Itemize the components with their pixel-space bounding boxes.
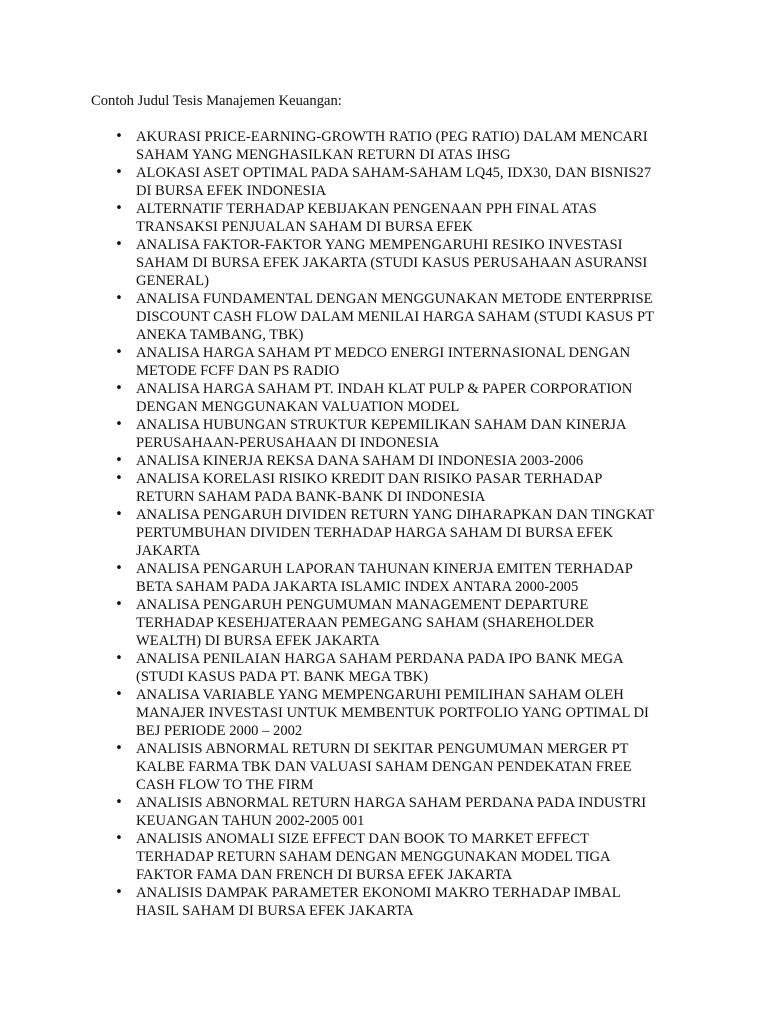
list-item bbox=[0, 128, 768, 164]
list-item bbox=[0, 596, 768, 650]
bullet-icon: • bbox=[115, 291, 123, 306]
list-item-text-line: KEUANGAN TAHUN 2002-2005 001 bbox=[136, 813, 365, 829]
list-item bbox=[0, 650, 768, 686]
bullet-icon: • bbox=[115, 417, 123, 432]
list-item bbox=[0, 164, 768, 200]
list-item-text-line: ANALISA FUNDAMENTAL DENGAN MENGGUNAKAN METODE ENTERPRISE bbox=[136, 291, 653, 307]
list-item bbox=[0, 794, 768, 830]
thesis-title-list bbox=[0, 128, 768, 920]
list-item-text-line: (STUDI KASUS PADA PT. BANK MEGA TBK) bbox=[136, 669, 429, 685]
list-item bbox=[0, 740, 768, 794]
bullet-icon: • bbox=[115, 237, 123, 252]
list-item-text-line: ANALISA FAKTOR-FAKTOR YANG MEMPENGARUHI RESIKO INVESTASI bbox=[136, 237, 623, 253]
bullet-icon: • bbox=[115, 885, 123, 900]
bullet-icon: • bbox=[115, 561, 123, 576]
list-item bbox=[0, 416, 768, 452]
list-item-text-line: CASH FLOW TO THE FIRM bbox=[136, 777, 314, 793]
list-item-text-line: ANALISA VARIABLE YANG MEMPENGARUHI PEMILIHAN SAHAM OLEH bbox=[136, 687, 624, 703]
list-item-text-line: ANALISA PENGARUH LAPORAN TAHUNAN KINERJA EMITEN TERHADAP bbox=[136, 561, 633, 577]
list-item-text-line: DENGAN MENGGUNAKAN VALUATION MODEL bbox=[136, 399, 460, 415]
bullet-icon: • bbox=[115, 453, 123, 468]
list-item bbox=[0, 236, 768, 290]
list-item-text-line: ALTERNATIF TERHADAP KEBIJAKAN PENGENAAN PPH FINAL ATAS bbox=[136, 201, 597, 217]
list-item-text-line: ANALISA HARGA SAHAM PT MEDCO ENERGI INTERNASIONAL DENGAN bbox=[136, 345, 631, 361]
bullet-icon: • bbox=[115, 795, 123, 810]
list-item-text-line: ANALISA KORELASI RISIKO KREDIT DAN RISIKO PASAR TERHADAP bbox=[136, 471, 603, 487]
bullet-icon: • bbox=[115, 165, 123, 180]
bullet-icon: • bbox=[115, 597, 123, 612]
bullet-icon: • bbox=[115, 381, 123, 396]
list-item-text-line: SAHAM YANG MENGHASILKAN RETURN DI ATAS IHSG bbox=[136, 147, 511, 163]
list-item-text-line: BETA SAHAM PADA JAKARTA ISLAMIC INDEX ANTARA 2000-2005 bbox=[136, 579, 579, 595]
list-item-text-line: DISCOUNT CASH FLOW DALAM MENILAI HARGA SAHAM (STUDI KASUS PT bbox=[136, 309, 654, 325]
list-item-text-line: ANALISA HARGA SAHAM PT. INDAH KLAT PULP & PAPER CORPORATION bbox=[136, 381, 633, 397]
list-item bbox=[0, 452, 768, 470]
bullet-icon: • bbox=[115, 345, 123, 360]
list-item-text-line: MANAJER INVESTASI UNTUK MEMBENTUK PORTFOLIO YANG OPTIMAL DI bbox=[136, 705, 649, 721]
list-item-text-line: FAKTOR FAMA DAN FRENCH DI BURSA EFEK JAKARTA bbox=[136, 867, 513, 883]
list-item-text-line: HASIL SAHAM DI BURSA EFEK JAKARTA bbox=[136, 903, 414, 919]
list-item-text-line: KALBE FARMA TBK DAN VALUASI SAHAM DENGAN PENDEKATAN FREE bbox=[136, 759, 632, 775]
list-item bbox=[0, 884, 768, 920]
list-item-text-line: ANALISA HUBUNGAN STRUKTUR KEPEMILIKAN SAHAM DAN KINERJA bbox=[136, 417, 627, 433]
bullet-icon: • bbox=[115, 687, 123, 702]
list-item-text-line: ALOKASI ASET OPTIMAL PADA SAHAM-SAHAM LQ45, IDX30, DAN BISNIS27 bbox=[136, 165, 652, 181]
list-item-text-line: ANALISIS DAMPAK PARAMETER EKONOMI MAKRO TERHADAP IMBAL bbox=[136, 885, 621, 901]
bullet-icon: • bbox=[115, 651, 123, 666]
list-item bbox=[0, 200, 768, 236]
bullet-icon: • bbox=[115, 129, 123, 144]
list-item-text-line: JAKARTA bbox=[136, 543, 201, 559]
list-item-text-line: GENERAL) bbox=[136, 273, 209, 289]
bullet-icon: • bbox=[115, 831, 123, 846]
list-item bbox=[0, 830, 768, 884]
list-item bbox=[0, 344, 768, 380]
list-item-text-line: TERHADAP KESEHJATERAAN PEMEGANG SAHAM (SHAREHOLDER bbox=[136, 615, 595, 631]
list-item bbox=[0, 686, 768, 740]
list-item bbox=[0, 380, 768, 416]
list-item-text-line: BEJ PERIODE 2000 – 2002 bbox=[136, 723, 303, 739]
list-item-text-line: ANALISA PENGARUH DIVIDEN RETURN YANG DIHARAPKAN DAN TINGKAT bbox=[136, 507, 655, 523]
document-heading: Contoh Judul Tesis Manajemen Keuangan: bbox=[91, 93, 342, 109]
list-item-text-line: WEALTH) DI BURSA EFEK JAKARTA bbox=[136, 633, 380, 649]
list-item-text-line: SAHAM DI BURSA EFEK JAKARTA (STUDI KASUS PERUSAHAAN ASURANSI bbox=[136, 255, 648, 271]
list-item-text-line: ANALISA PENILAIAN HARGA SAHAM PERDANA PADA IPO BANK MEGA bbox=[136, 651, 624, 667]
list-item bbox=[0, 290, 768, 344]
list-item-text-line: ANALISIS ANOMALI SIZE EFFECT DAN BOOK TO MARKET EFFECT bbox=[136, 831, 589, 847]
list-item-text-line: ANALISIS ABNORMAL RETURN DI SEKITAR PENGUMUMAN MERGER PT bbox=[136, 741, 629, 757]
list-item-text-line: TERHADAP RETURN SAHAM DENGAN MENGGUNAKAN MODEL TIGA bbox=[136, 849, 611, 865]
list-item-text-line: ANALISIS ABNORMAL RETURN HARGA SAHAM PERDANA PADA INDUSTRI bbox=[136, 795, 647, 811]
list-item-text-line: TRANSAKSI PENJUALAN SAHAM DI BURSA EFEK bbox=[136, 219, 473, 235]
list-item-text-line: PERUSAHAAN-PERUSAHAAN DI INDONESIA bbox=[136, 435, 440, 451]
list-item bbox=[0, 560, 768, 596]
bullet-icon: • bbox=[115, 507, 123, 522]
list-item-text-line: ANEKA TAMBANG, TBK) bbox=[136, 327, 304, 343]
list-item-text-line: AKURASI PRICE-EARNING-GROWTH RATIO (PEG RATIO) DALAM MENCARI bbox=[136, 129, 648, 145]
bullet-icon: • bbox=[115, 201, 123, 216]
bullet-icon: • bbox=[115, 471, 123, 486]
list-item-text-line: PERTUMBUHAN DIVIDEN TERHADAP HARGA SAHAM DI BURSA EFEK bbox=[136, 525, 614, 541]
list-item-text-line: DI BURSA EFEK INDONESIA bbox=[136, 183, 327, 199]
bullet-icon: • bbox=[115, 741, 123, 756]
list-item-text-line: RETURN SAHAM PADA BANK-BANK DI INDONESIA bbox=[136, 489, 486, 505]
list-item-text-line: METODE FCFF DAN PS RADIO bbox=[136, 363, 340, 379]
list-item-text-line: ANALISA PENGARUH PENGUMUMAN MANAGEMENT DEPARTURE bbox=[136, 597, 589, 613]
list-item-text-line: ANALISA KINERJA REKSA DANA SAHAM DI INDONESIA 2003-2006 bbox=[136, 453, 584, 469]
list-item bbox=[0, 470, 768, 506]
list-item bbox=[0, 506, 768, 560]
